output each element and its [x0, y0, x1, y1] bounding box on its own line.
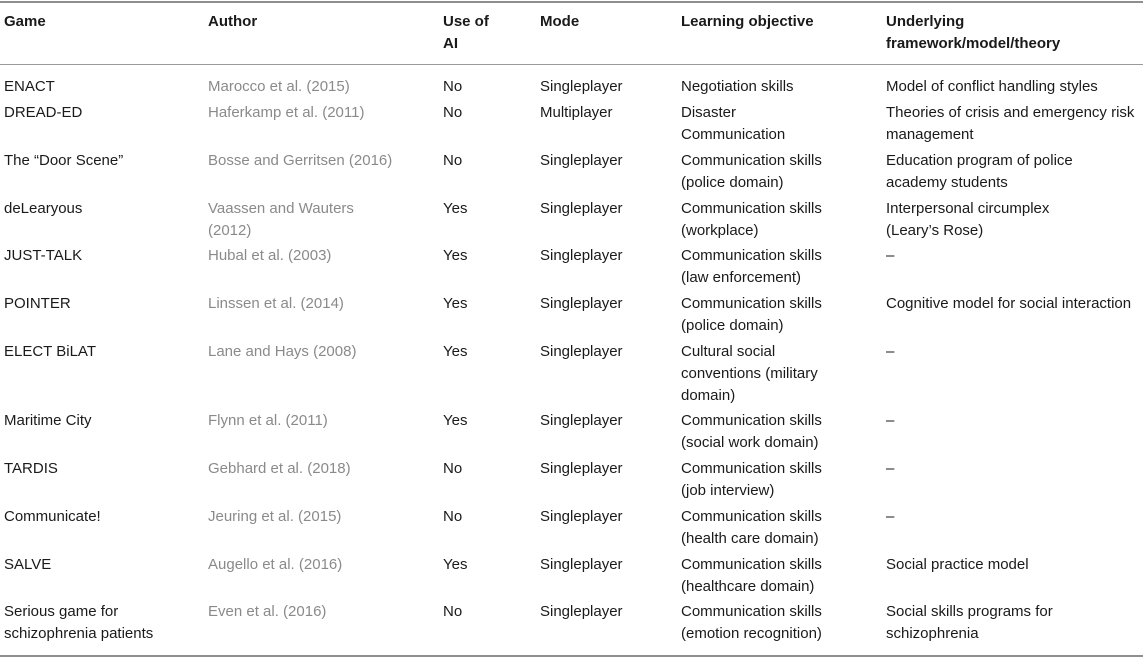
- cell-game: POINTER: [4, 295, 71, 312]
- cell-use-of-ai: No: [443, 603, 463, 620]
- table-row: [0, 102, 1143, 150]
- cell-author: Lane and Hays (2008): [208, 343, 357, 360]
- cell-framework: –: [886, 460, 895, 477]
- cell-game: deLearyous: [4, 200, 83, 217]
- cell-author: Gebhard et al. (2018): [208, 460, 351, 477]
- cell-mode: Singleplayer: [540, 343, 623, 360]
- cell-game: ELECT BiLAT: [4, 343, 96, 360]
- cell-game: The “Door Scene”: [4, 152, 124, 169]
- cell-framework: Social practice model: [886, 556, 1029, 573]
- table-top-rule: [0, 1, 1143, 3]
- cell-author: Flynn et al. (2011): [208, 412, 328, 429]
- cell-framework: –: [886, 343, 895, 360]
- cell-mode: Singleplayer: [540, 247, 623, 264]
- cell-author: Hubal et al. (2003): [208, 247, 332, 264]
- cell-author: Linssen et al. (2014): [208, 295, 344, 312]
- cell-framework: Theories of crisis and emergency risk management: [886, 104, 1135, 143]
- table-header-rule: [0, 64, 1143, 65]
- cell-author: Jeuring et al. (2015): [208, 508, 342, 525]
- table-row: [0, 245, 1143, 293]
- cell-learning-objective: Cultural social conventions (military domain): [681, 343, 818, 404]
- cell-framework: Education program of police academy students: [886, 152, 1073, 191]
- cell-framework: –: [886, 247, 895, 264]
- cell-use-of-ai: Yes: [443, 343, 468, 360]
- cell-mode: Singleplayer: [540, 460, 623, 477]
- table-row: [0, 341, 1143, 410]
- cell-framework: –: [886, 508, 895, 525]
- cell-learning-objective: Communication skills (healthcare domain): [681, 556, 822, 595]
- cell-mode: Singleplayer: [540, 78, 623, 95]
- table-header-row: [0, 11, 1143, 61]
- cell-mode: Multiplayer: [540, 104, 613, 121]
- cell-mode: Singleplayer: [540, 508, 623, 525]
- cell-mode: Singleplayer: [540, 412, 623, 429]
- cell-framework: Model of conflict handling styles: [886, 78, 1098, 95]
- cell-author: Bosse and Gerritsen (2016): [208, 152, 393, 169]
- cell-framework: Social skills programs for schizophrenia: [886, 603, 1053, 642]
- cell-learning-objective: Communication skills (workplace): [681, 200, 822, 239]
- cell-game: TARDIS: [4, 460, 58, 477]
- cell-author: Vaassen and Wauters (2012): [208, 200, 354, 239]
- cell-learning-objective: Disaster Communication: [681, 104, 786, 143]
- table-row: [0, 410, 1143, 458]
- header-mode: Mode: [540, 13, 580, 30]
- cell-learning-objective: Communication skills (law enforcement): [681, 247, 822, 286]
- table-bottom-rule: [0, 655, 1143, 657]
- table-row: [0, 458, 1143, 506]
- cell-use-of-ai: Yes: [443, 247, 468, 264]
- cell-mode: Singleplayer: [540, 556, 623, 573]
- cell-learning-objective: Communication skills (police domain): [681, 152, 822, 191]
- cell-use-of-ai: Yes: [443, 412, 468, 429]
- header-use-of-ai: Use of AI: [443, 13, 489, 52]
- cell-use-of-ai: No: [443, 508, 463, 525]
- header-framework: Underlying framework/model/theory: [886, 13, 1061, 52]
- cell-game: JUST-TALK: [4, 247, 83, 264]
- cell-author: Haferkamp et al. (2011): [208, 104, 365, 121]
- cell-learning-objective: Communication skills (emotion recognition): [681, 603, 822, 642]
- cell-game: ENACT: [4, 78, 55, 95]
- cell-learning-objective: Communication skills (job interview): [681, 460, 822, 499]
- cell-mode: Singleplayer: [540, 603, 623, 620]
- cell-use-of-ai: No: [443, 104, 463, 121]
- cell-game: Communicate!: [4, 508, 101, 525]
- table-row: [0, 601, 1143, 649]
- table-row: [0, 293, 1143, 341]
- cell-mode: Singleplayer: [540, 200, 623, 217]
- cell-mode: Singleplayer: [540, 295, 623, 312]
- cell-learning-objective: Communication skills (health care domain): [681, 508, 822, 547]
- cell-use-of-ai: No: [443, 78, 463, 95]
- cell-use-of-ai: Yes: [443, 200, 468, 217]
- cell-learning-objective: Negotiation skills: [681, 78, 794, 95]
- cell-framework: Cognitive model for social interaction: [886, 295, 1132, 312]
- header-author: Author: [208, 13, 258, 30]
- table-body: [0, 76, 1143, 649]
- cell-author: Even et al. (2016): [208, 603, 327, 620]
- cell-mode: Singleplayer: [540, 152, 623, 169]
- cell-game: SALVE: [4, 556, 52, 573]
- cell-framework: –: [886, 412, 895, 429]
- cell-use-of-ai: Yes: [443, 295, 468, 312]
- cell-framework: Interpersonal circumplex (Leary’s Rose): [886, 200, 1050, 239]
- header-game: Game: [4, 13, 46, 30]
- cell-author: Augello et al. (2016): [208, 556, 343, 573]
- table-row: [0, 76, 1143, 102]
- header-learning-objective: Learning objective: [681, 13, 814, 30]
- cell-use-of-ai: No: [443, 460, 463, 477]
- cell-learning-objective: Communication skills (police domain): [681, 295, 822, 334]
- cell-game: Serious game for schizophrenia patients: [4, 603, 154, 642]
- table-row: [0, 198, 1143, 245]
- cell-game: DREAD-ED: [4, 104, 83, 121]
- table-row: [0, 506, 1143, 554]
- cell-author: Marocco et al. (2015): [208, 78, 350, 95]
- table-row: [0, 150, 1143, 198]
- cell-use-of-ai: Yes: [443, 556, 468, 573]
- cell-game: Maritime City: [4, 412, 92, 429]
- cell-learning-objective: Communication skills (social work domain): [681, 412, 822, 451]
- table-row: [0, 554, 1143, 601]
- cell-use-of-ai: No: [443, 152, 463, 169]
